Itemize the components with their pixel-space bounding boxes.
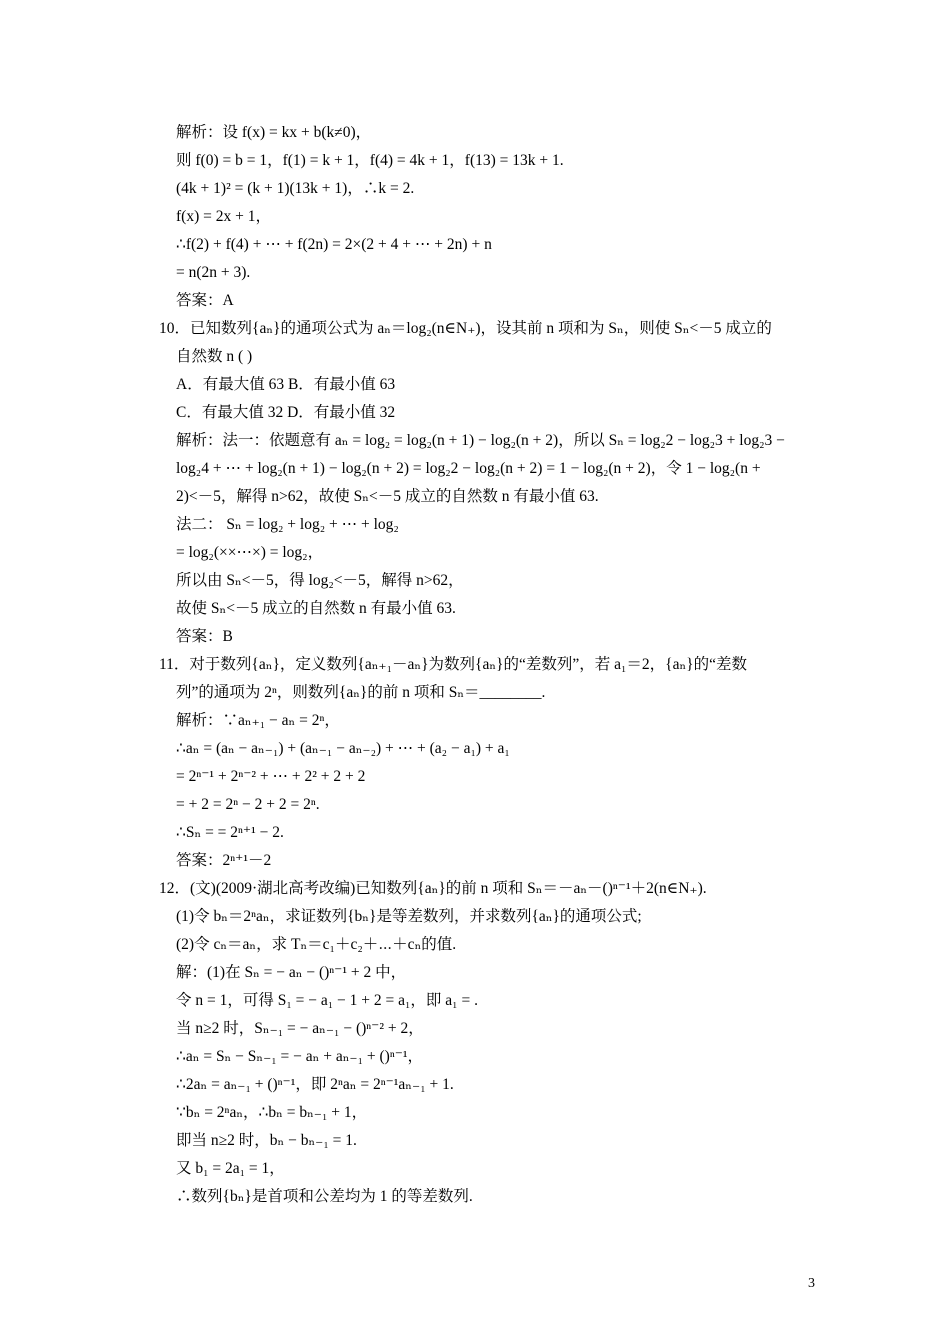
text-line: 令 n = 1，可得 S₁ = − a₁ − 1 + 2 = a₁，即 a₁ = . bbox=[176, 992, 478, 1009]
text-line: 解析：法一：依题意有 aₙ = log₂ = log₂(n + 1) − log₂(n + 2)，所以 Sₙ = log₂2 − log₂3 + log₂3 − bbox=[176, 432, 785, 449]
text-line: f(x) = 2x + 1， bbox=[176, 208, 271, 225]
text-line: 又 b₁ = 2a₁ = 1， bbox=[176, 1160, 285, 1177]
text-line: 答案：2ⁿ⁺¹－2 bbox=[176, 852, 272, 869]
text-line: 解析：∵aₙ₊₁ − aₙ = 2ⁿ， bbox=[176, 712, 340, 729]
text-line: ∴aₙ = Sₙ − Sₙ₋₁ = − aₙ + aₙ₋₁ + ()ⁿ⁻¹， bbox=[176, 1048, 424, 1065]
text-line: ∴f(2) + f(4) + ⋯ + f(2n) = 2×(2 + 4 + ⋯ + 2n) + n bbox=[176, 236, 492, 253]
text-line: log₂4 + ⋯ + log₂(n + 1) − log₂(n + 2) = log₂2 − log₂(n + 2) = 1 − log₂(n + 2)，令 1 − log₂(n + bbox=[176, 460, 761, 477]
text-line: 自然数 n ( ) bbox=[176, 348, 253, 365]
text-line: 列”的通项为 2ⁿ，则数列{aₙ}的前 n 项和 Sₙ＝________. bbox=[176, 684, 546, 701]
text-line: 11．对于数列{aₙ}，定义数列{aₙ₊₁－aₙ}为数列{aₙ}的“差数列”，若 a₁＝2，{aₙ}的“差数 bbox=[159, 656, 748, 673]
text-line: (4k + 1)² = (k + 1)(13k + 1)，∴k = 2. bbox=[176, 180, 415, 197]
text-line: 解析：设 f(x) = kx + b(k≠0)， bbox=[176, 124, 372, 141]
text-line: ∴aₙ = (aₙ − aₙ₋₁) + (aₙ₋₁ − aₙ₋₂) + ⋯ + (a₂ − a₁) + a₁ bbox=[176, 740, 510, 757]
text-line: 12．(文)(2009·湖北高考改编)已知数列{aₙ}的前 n 项和 Sₙ＝－aₙ－()ⁿ⁻¹＋2(n∈N₊). bbox=[159, 880, 707, 897]
text-line: = log₂(××⋯×) = log₂， bbox=[176, 544, 324, 561]
text-line: 则 f(0) = b = 1，f(1) = k + 1，f(4) = 4k + 1，f(13) = 13k + 1. bbox=[176, 152, 564, 169]
text-line: = + 2 = 2ⁿ − 2 + 2 = 2ⁿ. bbox=[176, 796, 320, 813]
text-line: ∴数列{bₙ}是首项和公差均为 1 的等差数列. bbox=[176, 1188, 473, 1205]
page-number: 3 bbox=[808, 1276, 815, 1291]
text-line: A．有最大值 63 B．有最小值 63 bbox=[176, 376, 396, 393]
text-line: 解：(1)在 Sₙ = − aₙ − ()ⁿ⁻¹ + 2 中， bbox=[176, 964, 407, 981]
text-line: 2)<－5，解得 n>62，故使 Sₙ<－5 成立的自然数 n 有最小值 63. bbox=[176, 488, 599, 505]
text-line: ∵bₙ = 2ⁿaₙ，∴bₙ = bₙ₋₁ + 1， bbox=[176, 1104, 368, 1121]
text-line: = n(2n + 3). bbox=[176, 264, 251, 281]
text-line: 所以由 Sₙ<－5，得 log₂<－5，解得 n>62， bbox=[176, 572, 464, 589]
text-line: ∴2aₙ = aₙ₋₁ + ()ⁿ⁻¹，即 2ⁿaₙ = 2ⁿ⁻¹aₙ₋₁ + 1. bbox=[176, 1076, 454, 1093]
text-line: C．有最大值 32 D．有最小值 32 bbox=[176, 404, 396, 421]
text-line: 法二： Sₙ = log₂ + log₂ + ⋯ + log₂ bbox=[176, 516, 399, 533]
text-line: 故使 Sₙ<－5 成立的自然数 n 有最小值 63. bbox=[176, 600, 456, 617]
text-line: 答案：B bbox=[176, 628, 233, 645]
text-line: 答案：A bbox=[176, 292, 234, 309]
text-line: 当 n≥2 时，Sₙ₋₁ = − aₙ₋₁ − ()ⁿ⁻² + 2， bbox=[176, 1020, 424, 1037]
text-line: 即当 n≥2 时，bₙ − bₙ₋₁ = 1. bbox=[176, 1132, 357, 1149]
text-line: (2)令 cₙ＝aₙ，求 Tₙ＝c₁＋c₂＋⋯＋cₙ的值. bbox=[176, 936, 457, 953]
text-line: 10．已知数列{aₙ}的通项公式为 aₙ＝log₂(n∈N₊)，设其前 n 项和为 Sₙ，则使 Sₙ<－5 成立的 bbox=[159, 320, 772, 337]
text-line: (1)令 bₙ＝2ⁿaₙ，求证数列{bₙ}是等差数列，并求数列{aₙ}的通项公式; bbox=[176, 908, 642, 925]
text-line: = 2ⁿ⁻¹ + 2ⁿ⁻² + ⋯ + 2² + 2 + 2 bbox=[176, 768, 366, 785]
text-line: ∴Sₙ = = 2ⁿ⁺¹ − 2. bbox=[176, 824, 284, 841]
